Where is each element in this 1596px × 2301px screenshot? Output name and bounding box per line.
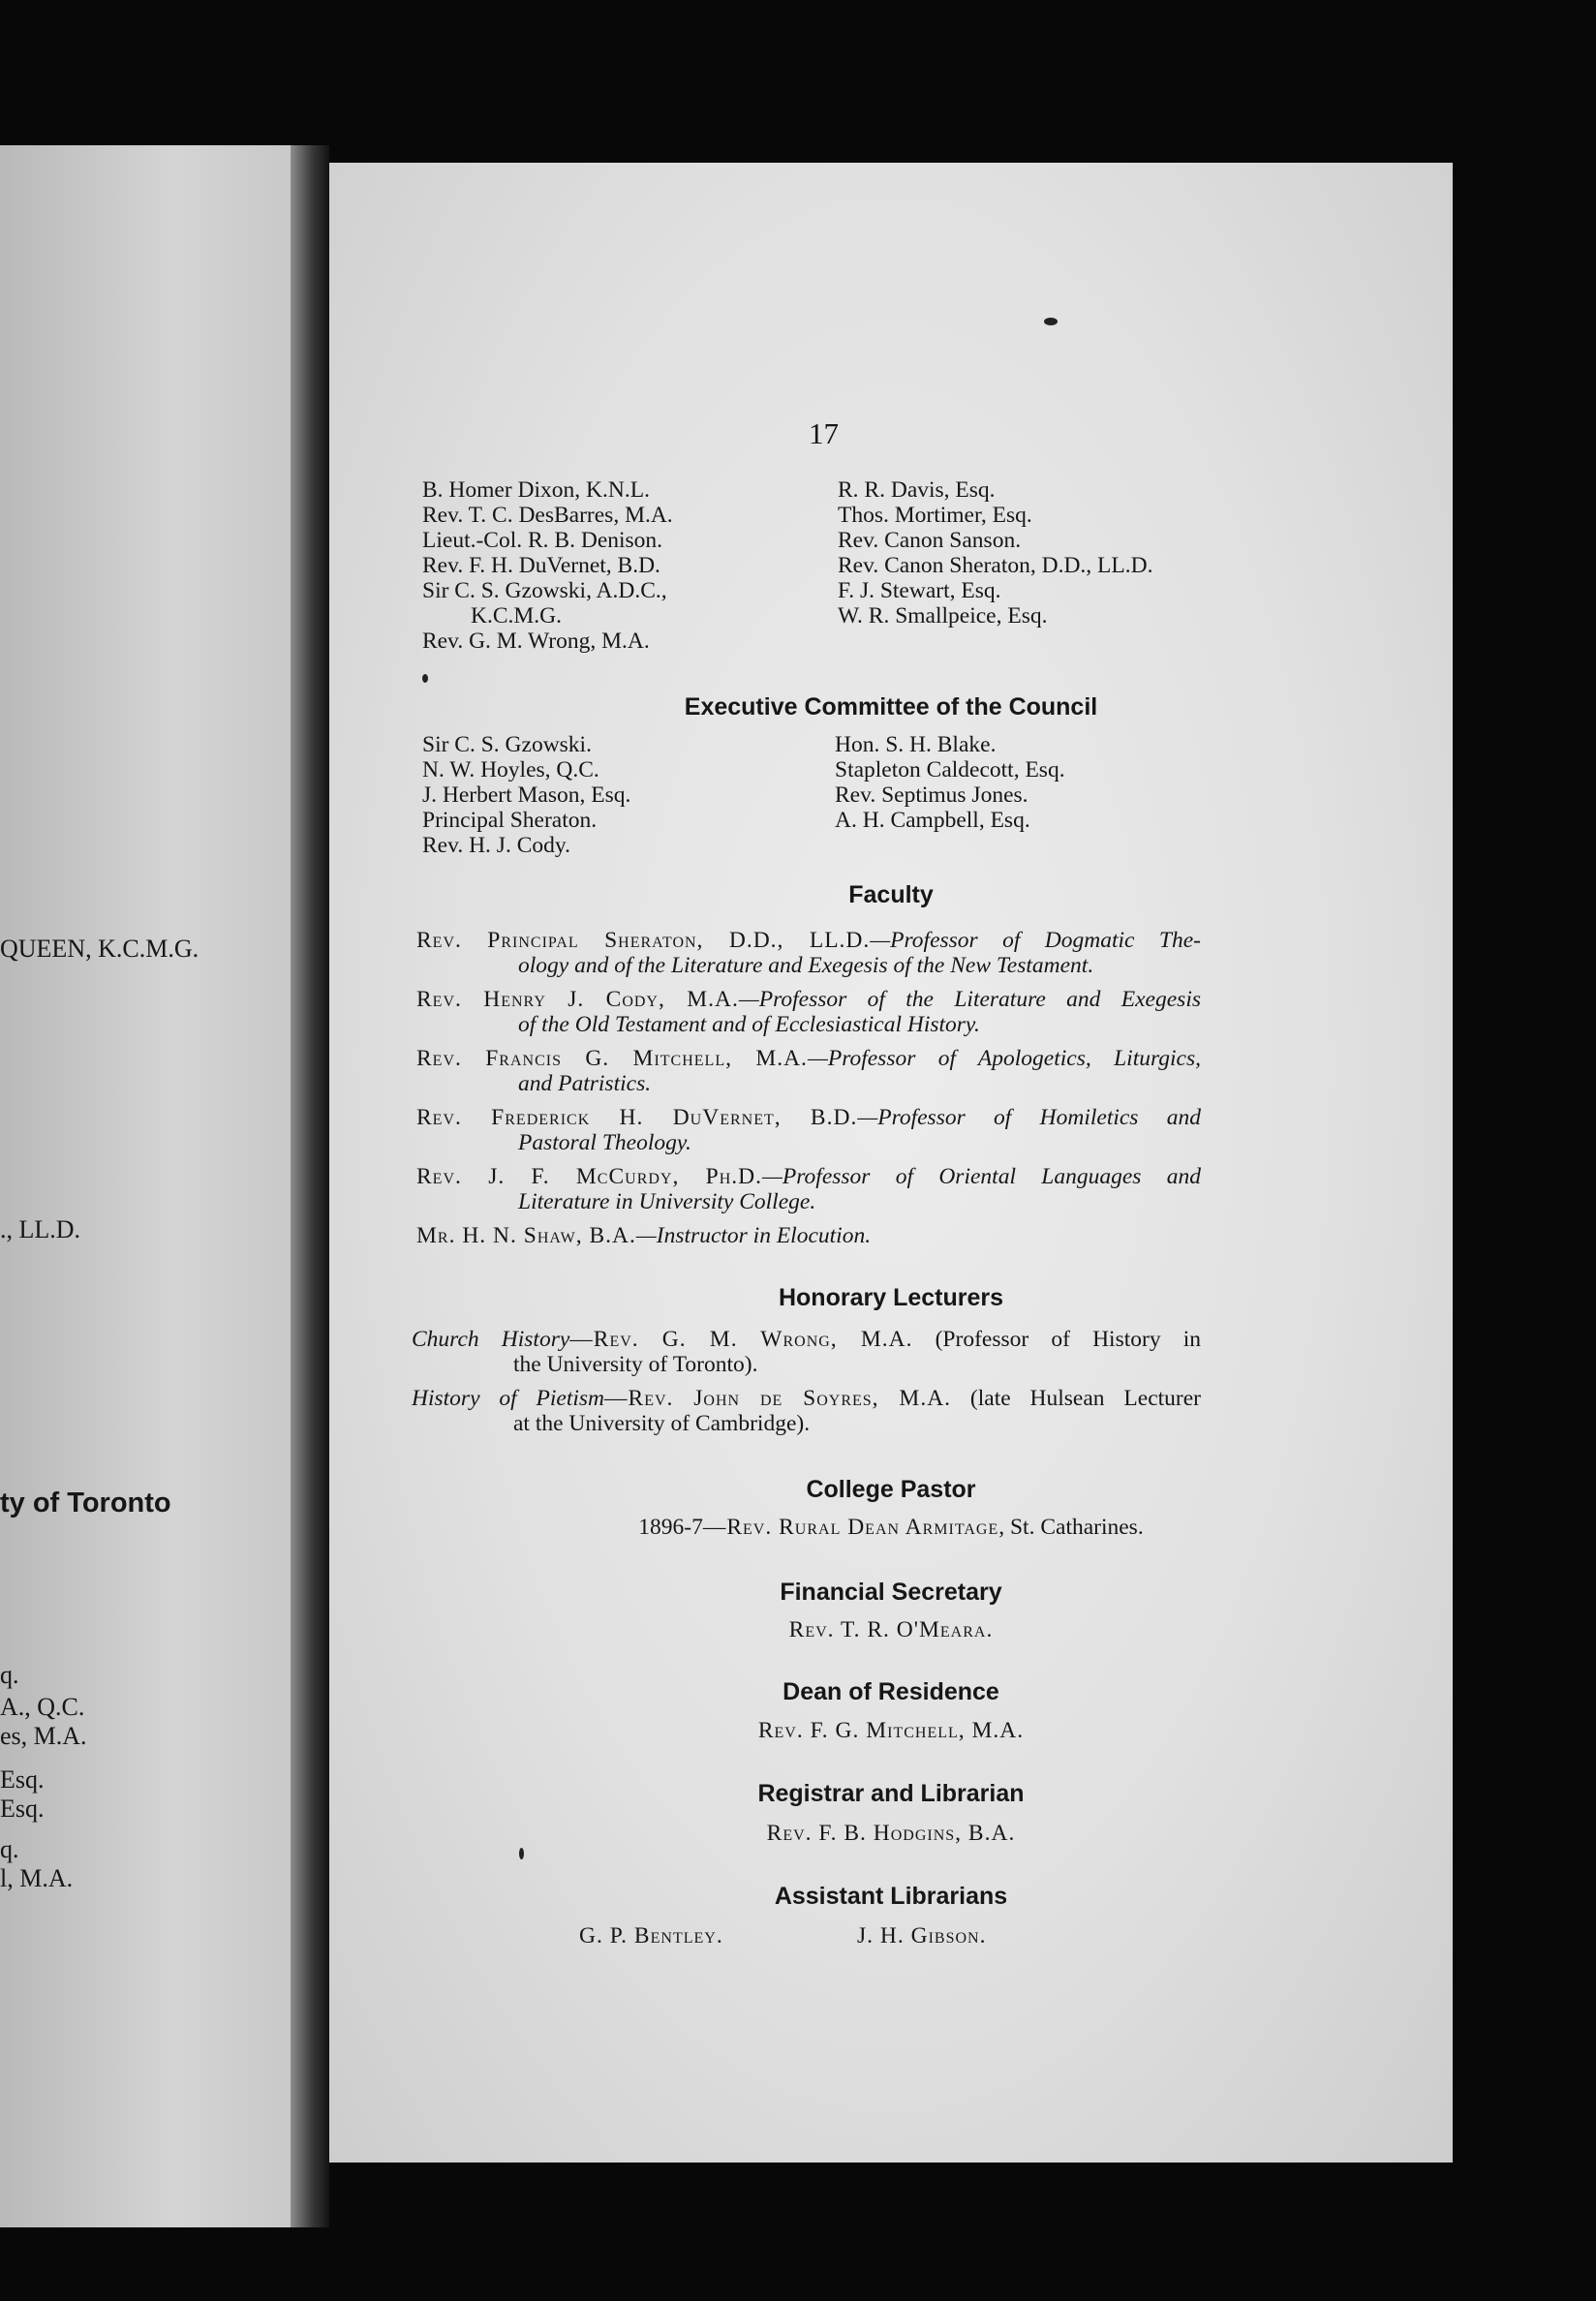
faculty-name: Rev. J. F. McCurdy, Ph.D.	[416, 1164, 763, 1189]
lecturer-subject: History of Pietism	[412, 1386, 605, 1411]
lecturer-entry	[412, 1386, 1201, 1436]
pastor-line	[329, 1515, 1453, 1541]
lecturer-detail: (Professor of History in	[912, 1327, 1201, 1352]
faculty-name: Rev. Principal Sheraton, D.D., LL.D.	[416, 928, 871, 953]
executive-left-column	[422, 732, 630, 858]
lecturer-entry	[412, 1327, 1201, 1377]
book-gutter	[291, 145, 329, 2227]
council-member: Rev. G. M. Wrong, M.A.	[422, 629, 650, 654]
committee-member: Rev. H. J. Cody.	[422, 833, 570, 858]
registrar-name: Rev. F. B. Hodgins, B.A.	[766, 1821, 1016, 1846]
committee-member: N. W. Hoyles, Q.C.	[422, 757, 599, 782]
faculty-entry	[416, 1105, 1201, 1155]
ink-speck	[519, 1848, 524, 1859]
council-member: Sir C. S. Gzowski, A.D.C.,	[422, 578, 667, 603]
faculty-role: —Professor of Apologetics, Liturgics,	[807, 1046, 1201, 1071]
committee-member: Rev. Septimus Jones.	[835, 782, 1028, 808]
left-facing-page	[0, 145, 318, 2227]
faculty-entry	[416, 1164, 1201, 1214]
lecturer-detail-continued: the University of Toronto).	[513, 1352, 758, 1377]
left-fragment: ty of Toronto	[0, 1488, 171, 1519]
left-fragment: q.	[0, 1661, 19, 1689]
pastor-year: 1896-7	[638, 1515, 703, 1540]
faculty-role-continued: and Patristics.	[518, 1071, 652, 1096]
faculty-entry	[416, 1223, 1201, 1248]
committee-member: Sir C. S. Gzowski.	[422, 732, 592, 757]
committee-member: J. Herbert Mason, Esq.	[422, 782, 631, 808]
page-number: 17	[809, 416, 839, 450]
council-member: Rev. Canon Sheraton, D.D., LL.D.	[838, 553, 1153, 578]
council-member: W. R. Smallpeice, Esq.	[838, 603, 1048, 629]
faculty-entry	[416, 987, 1201, 1037]
secretary-name: Rev. T. R. O'Meara.	[788, 1617, 994, 1642]
council-member: Lieut.-Col. R. B. Denison.	[422, 528, 663, 553]
faculty-role: —Professor of Oriental Languages and	[762, 1164, 1201, 1189]
faculty-entry	[416, 1046, 1201, 1096]
lecturer-name: —Rev. G. M. Wrong, M.A.	[569, 1327, 913, 1352]
faculty-role: —Instructor in Elocution.	[635, 1223, 872, 1248]
faculty-role-continued: ology and of the Literature and Exegesis of the New Testament.	[518, 953, 1094, 978]
left-fragment: Esq.	[0, 1765, 45, 1794]
faculty-entry	[416, 928, 1201, 978]
faculty-name: Rev. Henry J. Cody, M.A.	[416, 987, 739, 1012]
lecturers-heading: Honorary Lecturers	[778, 1284, 1004, 1311]
faculty-role-continued: Literature in University College.	[518, 1189, 816, 1214]
faculty-role-continued: Pastoral Theology.	[518, 1130, 691, 1155]
committee-member: Hon. S. H. Blake.	[835, 732, 997, 757]
pastor-place: , St. Catharines.	[998, 1515, 1144, 1540]
faculty-role: —Professor of Homiletics and	[857, 1105, 1201, 1130]
council-left-column	[422, 477, 673, 654]
left-fragment: l, M.A.	[0, 1864, 74, 1892]
council-member: Rev. Canon Sanson.	[838, 528, 1022, 553]
pastor-name: —Rev. Rural Dean Armitage	[702, 1515, 999, 1540]
lecturer-detail: (late Hulsean Lecturer	[951, 1386, 1201, 1411]
lecturer-subject: Church History	[412, 1327, 570, 1352]
council-member-continued: K.C.M.G.	[471, 603, 563, 629]
council-right-column	[838, 477, 1152, 629]
council-member: Thos. Mortimer, Esq.	[838, 503, 1032, 528]
faculty-role: —Professor of the Literature and Exegesis	[738, 987, 1201, 1012]
faculty-name: Rev. Francis G. Mitchell, M.A.	[416, 1046, 808, 1071]
assistants-heading: Assistant Librarians	[774, 1883, 1008, 1910]
left-fragment: QUEEN, K.C.M.G.	[0, 935, 200, 963]
left-fragment: A., Q.C.	[0, 1693, 85, 1721]
lecturer-detail-continued: at the University of Cambridge).	[513, 1411, 811, 1436]
council-member: Rev. F. H. DuVernet, B.D.	[422, 553, 660, 578]
left-fragment: q.	[0, 1835, 19, 1863]
executive-right-column	[835, 732, 1065, 833]
council-member: Rev. T. C. DesBarres, M.A.	[422, 503, 673, 528]
left-fragment: ., LL.D.	[0, 1215, 81, 1243]
committee-member: A. H. Campbell, Esq.	[835, 808, 1030, 833]
faculty-heading: Faculty	[848, 881, 934, 908]
faculty-role: —Professor of Dogmatic The-	[870, 928, 1201, 953]
council-member: R. R. Davis, Esq.	[838, 477, 996, 503]
dean-name: Rev. F. G. Mitchell, M.A.	[757, 1718, 1025, 1743]
faculty-name: Rev. Frederick H. DuVernet, B.D.	[416, 1105, 858, 1130]
right-page	[329, 163, 1453, 2163]
ink-speck	[422, 674, 428, 683]
council-member: B. Homer Dixon, K.N.L.	[422, 477, 650, 503]
committee-member: Principal Sheraton.	[422, 808, 598, 833]
secretary-heading: Financial Secretary	[780, 1579, 1002, 1606]
ink-speck	[1044, 318, 1058, 325]
left-fragment: es, M.A.	[0, 1722, 87, 1750]
committee-member: Stapleton Caldecott, Esq.	[835, 757, 1065, 782]
registrar-heading: Registrar and Librarian	[757, 1780, 1025, 1807]
assistant-librarian: G. P. Bentley.	[579, 1923, 723, 1948]
lecturer-name: —Rev. John de Soyres, M.A.	[604, 1386, 952, 1411]
faculty-role-continued: of the Old Testament and of Ecclesiastical History.	[518, 1012, 980, 1037]
pastor-heading: College Pastor	[806, 1476, 976, 1503]
dean-heading: Dean of Residence	[783, 1678, 999, 1705]
left-fragment: Esq.	[0, 1795, 45, 1823]
executive-heading: Executive Committee of the Council	[684, 693, 1098, 721]
faculty-name: Mr. H. N. Shaw, B.A.	[416, 1223, 636, 1248]
council-member: F. J. Stewart, Esq.	[838, 578, 1001, 603]
faculty-list	[416, 928, 1201, 1257]
assistant-librarian: J. H. Gibson.	[857, 1923, 987, 1948]
